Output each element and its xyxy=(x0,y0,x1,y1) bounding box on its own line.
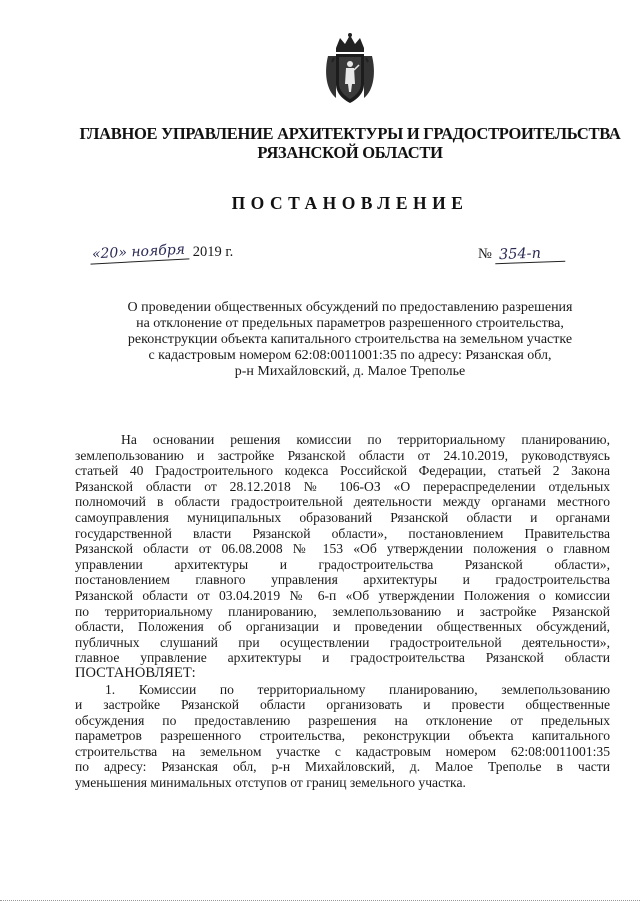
document-subject xyxy=(100,300,600,380)
body-line: самоуправления муниципальных образований Рязанской области и органами xyxy=(75,509,610,525)
coat-of-arms-icon xyxy=(322,32,378,106)
body-line: управлении архитектуры и градостроительства Рязанской области», xyxy=(75,556,610,572)
organization-header xyxy=(70,124,630,162)
body-line: по территориальному планированию, землепользованию и застройке Рязанской xyxy=(75,603,610,619)
body-line: Рязанской области от 28.12.2018 № 106-ОЗ «О перераспределении отдельных xyxy=(75,478,610,494)
body-line: области, Положения об организации и проведении общественных обсуждений, xyxy=(75,619,610,635)
item-line: 1. Комиссии по территориальному планированию, землепользованию xyxy=(105,681,610,697)
handwritten-number: 354-п xyxy=(495,245,566,264)
body-line: На основании решения комиссии по территориальному планированию, xyxy=(121,432,610,447)
item-line: уменьшения минимальных отступов от границ земельного участка. xyxy=(75,775,466,791)
body-line: публичных слушаний при осуществлении градостроительной деятельности», xyxy=(75,634,610,650)
body-line: главное управление архитектуры и градостроительства Рязанской области xyxy=(75,650,610,666)
item-line: и застройке Рязанской области организовать и провести общественные xyxy=(75,697,610,713)
organization-line-1: ГЛАВНОЕ УПРАВЛЕНИЕ АРХИТЕКТУРЫ И ГРАДОСТРОИТЕЛЬСТВА xyxy=(79,124,621,143)
document-date xyxy=(90,241,234,263)
body-line: землепользованию и застройке Рязанской области от 24.10.2019, руководствуясь xyxy=(75,447,610,463)
subject-line: с кадастровым номером 62:08:0011001:35 по адресу: Рязанская обл, xyxy=(148,348,552,363)
document-number xyxy=(478,246,565,263)
item-line: по адресу: Рязанская обл, р-н Михайловский, д. Малое Треполье в части xyxy=(75,759,610,775)
number-prefix: № xyxy=(478,246,492,262)
subject-line: р-н Михайловский, д. Малое Треполье xyxy=(234,364,466,379)
document-type-title: ПОСТАНОВЛЕНИЕ xyxy=(231,193,469,213)
body-line: статьей 40 Градостроительного кодекса Российской Федерации, статьей 2 Закона xyxy=(75,463,610,479)
subject-line: на отклонение от предельных параметров разрешенного строительства, xyxy=(136,316,564,331)
body-line: Рязанской области от 03.04.2019 № 6-п «Об утверждении Положения о комиссии xyxy=(75,587,610,603)
body-line: постановлением главного управления архитектуры и градостроительства xyxy=(75,572,610,588)
item-line: обсуждения по предоставлению разрешения на отклонение от предельных xyxy=(75,712,610,728)
subject-line: реконструкции объекта капитального строительства на земельном участке xyxy=(127,332,573,347)
handwritten-date: «20» ноября xyxy=(90,241,190,264)
item-line: строительства на земельном участке с кадастровым номером 62:08:0011001:35 xyxy=(75,743,610,759)
scan-edge-divider xyxy=(0,900,640,902)
body-line: полномочий в области градостроительной деятельности между органами местного xyxy=(75,494,610,510)
organization-line-2: РЯЗАНСКОЙ ОБЛАСТИ xyxy=(257,143,443,162)
subject-line: О проведении общественных обсуждений по предоставлению разрешения xyxy=(127,300,573,315)
date-year: 2019 г. xyxy=(192,244,234,260)
body-line: Рязанской области от 06.08.2008 № 153 «Об утверждении положения о главном xyxy=(75,541,610,557)
body-line: государственной власти Рязанской области», постановлением Правительства xyxy=(75,525,610,541)
document-body xyxy=(75,432,610,791)
resolves-heading: ПОСТАНОВЛЯЕТ: xyxy=(75,664,196,681)
item-line: параметров разрешенного строительства, реконструкции объекта капитального xyxy=(75,728,610,744)
